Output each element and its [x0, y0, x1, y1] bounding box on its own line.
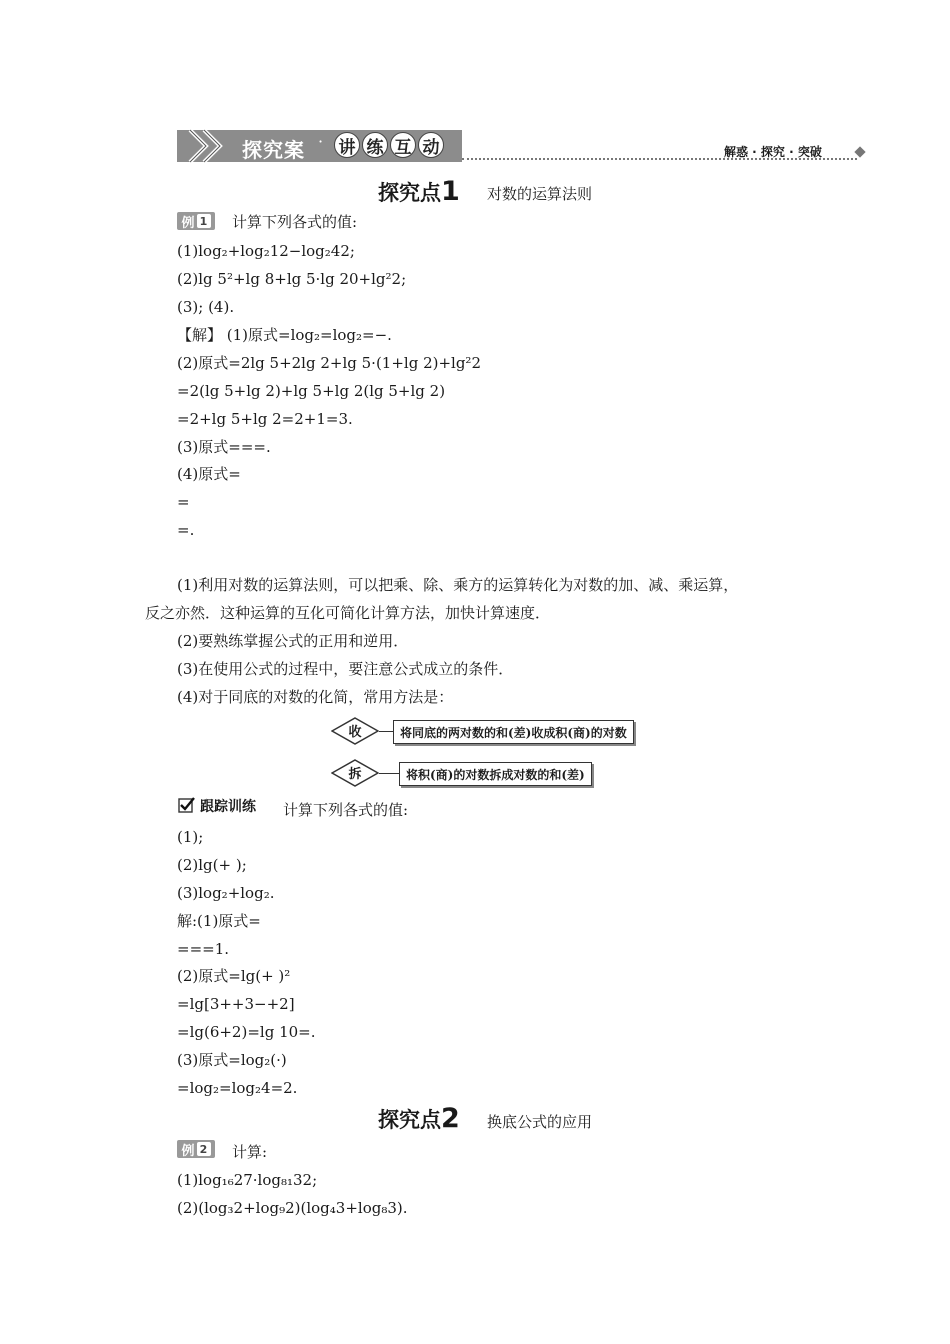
note-paragraph: (2)要熟练掌握公式的正用和逆用．	[177, 632, 409, 650]
banner-separator: ·	[318, 132, 324, 151]
flow-connector	[379, 731, 393, 732]
example-1-line: (3); (4).	[177, 298, 235, 316]
example-1-line: (2)原式=2lg 5+2lg 2+lg 5·(1+lg 2)+lg²2	[177, 354, 481, 372]
section-title-2	[378, 1103, 460, 1134]
training-line: 解:(1)原式=	[177, 912, 261, 930]
training-line: ===1.	[177, 940, 230, 958]
section-subtitle-1: 对数的运算法则	[487, 185, 593, 203]
example-1-line: =2+lg 5+lg 2=2+1=3.	[177, 410, 353, 428]
example-2-line: (1)log₁₆27·log₈₁32;	[177, 1171, 318, 1189]
example-1-line: =	[177, 493, 190, 511]
section-number: 2	[441, 1103, 460, 1134]
example-1-line: (2)lg 5²+lg 8+lg 5·lg 20+lg²2;	[177, 270, 407, 288]
banner-char: 动	[418, 132, 444, 158]
training-line: (1);	[177, 828, 204, 846]
example-tag-label: 例	[181, 215, 195, 231]
flow-diamond-1-label: 收	[348, 725, 362, 740]
training-line: (3)原式=log₂(·)	[177, 1051, 287, 1069]
example-tag-label: 例	[181, 1143, 195, 1159]
training-line: (3)log₂+log₂.	[177, 884, 275, 902]
example-2-prompt: 计算:	[232, 1143, 268, 1161]
banner-char: 互	[390, 132, 416, 158]
training-label: 跟踪训练	[200, 799, 256, 815]
example-1-line: (3)原式===.	[177, 438, 271, 456]
flow-connector	[379, 773, 399, 774]
double-chevron-icon	[186, 128, 232, 164]
training-line: (2)原式=lg(+ )²	[177, 967, 291, 985]
banner-char: 练	[362, 132, 388, 158]
training-line: =log₂=log₂4=2.	[177, 1079, 298, 1097]
example-1-line: 【解】 (1)原式=log₂=log₂=−.	[177, 326, 392, 344]
training-line: (2)lg(+ );	[177, 856, 247, 874]
training-line: =lg[3++3−+2]	[177, 995, 295, 1013]
note-paragraph: (3)在使用公式的过程中，要注意公式成立的条件．	[177, 660, 514, 678]
training-line: =lg(6+2)=lg 10=.	[177, 1023, 316, 1041]
section-number: 1	[441, 176, 460, 207]
example-1-line: =2(lg 5+lg 2)+lg 5+lg 2(lg 5+lg 2)	[177, 382, 446, 400]
banner-circled-title	[334, 132, 444, 158]
section-title-text: 探究点	[378, 1108, 441, 1132]
banner-char: 讲	[334, 132, 360, 158]
banner-title: 探究案	[242, 138, 305, 162]
flow-diamond-2-label: 拆	[348, 767, 362, 782]
header-right-tag: 解惑 · 探究 · 突破	[724, 145, 822, 159]
example-tag-1	[177, 212, 215, 230]
example-1-line: (1)log₂+log₂12−log₂42;	[177, 242, 355, 260]
training-prompt: 计算下列各式的值:	[283, 801, 409, 819]
example-1-prompt: 计算下列各式的值:	[232, 213, 358, 231]
section-title-text: 探究点	[378, 181, 441, 205]
example-1-line: =.	[177, 521, 195, 539]
note-paragraph: 反之亦然．这种运算的互化可简化计算方法，加快计算速度．	[145, 604, 551, 622]
section-subtitle-2: 换底公式的应用	[487, 1113, 593, 1131]
flow-box-1: 将同底的两对数的和(差)收成积(商)的对数	[393, 720, 634, 744]
section-title-1	[378, 176, 460, 207]
note-paragraph: (1)利用对数的运算法则，可以把乘、除、乘方的运算转化为对数的加、减、乘运算，	[177, 576, 739, 594]
example-tag-number: 1	[197, 214, 211, 228]
example-1-line: (4)原式=	[177, 465, 241, 483]
checkmark-icon	[178, 797, 196, 813]
note-paragraph: (4)对于同底的对数的化简，常用方法是：	[177, 688, 454, 706]
flow-box-2: 将积(商)的对数拆成对数的和(差)	[399, 762, 592, 786]
example-2-line: (2)(log₃2+log₉2)(log₄3+log₈3).	[177, 1199, 408, 1217]
diamond-icon	[854, 146, 865, 157]
example-tag-number: 2	[197, 1142, 211, 1156]
example-tag-2	[177, 1140, 215, 1158]
